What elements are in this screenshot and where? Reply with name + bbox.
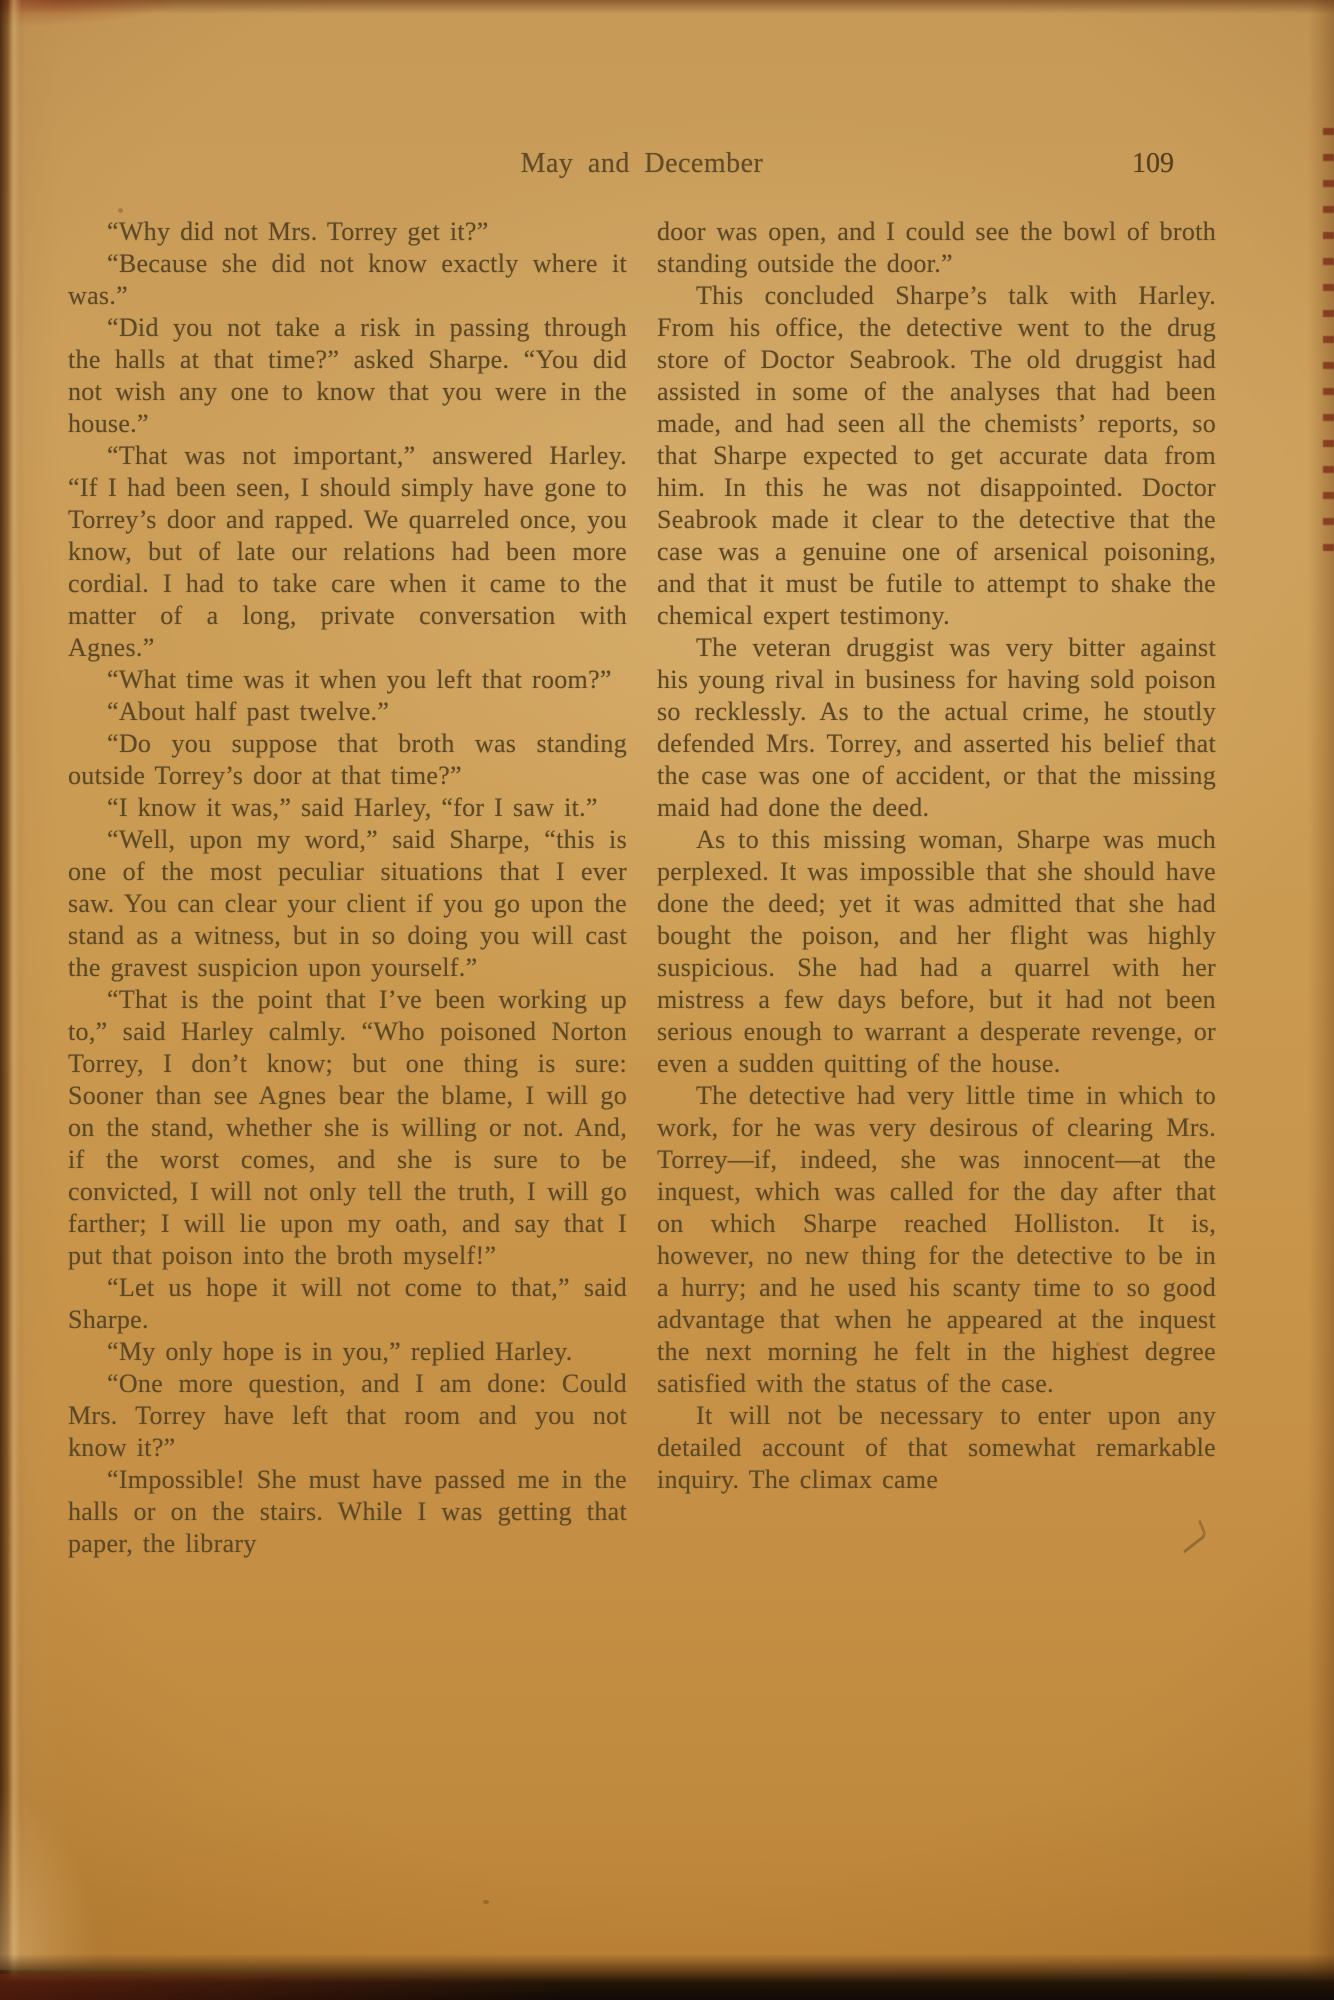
paragraph: “What time was it when you left that room?”	[107, 665, 612, 694]
text-columns	[68, 216, 1216, 1560]
paragraph: The detective had very little time in which to work, for he was very desirous of clearing Mrs. Torrey—if, indeed, she was innocent—at the inquest, which was called for the day after that on which Sharpe reached Holliston. It is, however, no new thing for the detective to be in a hurry; and he used his scanty time to so good advantage that when he appeared at the inquest the next morning he felt in the highest degree satisfied with the status of the case.	[657, 1081, 1216, 1398]
paragraph: “That is the point that I’ve been working up to,” said Harley calmly. “Who poisoned Norton Torrey, I don’t know; but one thing is sure: Sooner than see Agnes bear the blame, I will go on the stand, whether she is willing or not. And, if the worst comes, and she is sure to be convicted, I will not only tell the truth, I will go farther; I will lie upon my oath, and say that I put that poison into the broth myself!”	[68, 985, 627, 1270]
paragraph: “Well, upon my word,” said Sharpe, “this is one of the most peculiar situations that I ever saw. You can clear your client if you go upon the stand as a witness, but in so doing you will cast the gravest suspicion upon yourself.”	[68, 825, 627, 982]
paragraph: “Impossible! She must have passed me in the halls or on the stairs. While I was getting that paper, the library	[68, 1465, 627, 1558]
paragraph: “One more question, and I am done: Could Mrs. Torrey have left that room and you not know it?”	[68, 1369, 627, 1462]
paper-speck	[483, 1900, 489, 1904]
right-column	[657, 216, 1216, 1560]
page-content	[68, 148, 1216, 1560]
spine-crease	[8, 0, 24, 2000]
paragraph: This concluded Sharpe’s talk with Harley. From his office, the detective went to the drug store of Doctor Seabrook. The old druggist had assisted in some of the analyses that had been made, and had seen all the chemists’ reports, so that Sharpe expected to get accurate data from him. In this he was not disappointed. Doctor Seabrook made it clear to the detective that the case was a genuine one of arsenical poisoning, and that it must be futile to attempt to shake the chemical expert testimony.	[657, 281, 1216, 630]
paragraph: door was open, and I could see the bowl of broth standing outside the door.”	[657, 217, 1216, 278]
running-head	[68, 148, 1216, 192]
paragraph: “Do you suppose that broth was standing outside Torrey’s door at that time?”	[68, 729, 627, 790]
paragraph: “Did you not take a risk in passing through the halls at that time?” asked Sharpe. “You did not wish any one to know that you were in the house.”	[68, 313, 627, 438]
page-number: 109	[1132, 148, 1174, 179]
paragraph: “Why did not Mrs. Torrey get it?”	[107, 217, 489, 246]
right-edge-red-marks	[1323, 128, 1334, 558]
paragraph: “I know it was,” said Harley, “for I saw it.”	[107, 793, 598, 822]
paragraph: As to this missing woman, Sharpe was much perplexed. It was impossible that she should have done the deed; yet it was admitted that she had bought the poison, and her flight was highly suspicious. She had had a quarrel with her mistress a few days before, but it had not been serious enough to warrant a desperate revenge, or even a sudden quitting of the house.	[657, 825, 1216, 1078]
left-column	[68, 216, 627, 1560]
paragraph: “About half past twelve.”	[107, 697, 390, 726]
paragraph: It will not be necessary to enter upon any detailed account of that somewhat remarkable inquiry. The climax came	[657, 1401, 1216, 1494]
bottom-edge-red-tint	[0, 1974, 560, 2000]
bottom-left-worn-corner	[0, 1710, 150, 1970]
page-title: May and December	[520, 148, 764, 179]
paragraph: The veteran druggist was very bitter against his young rival in business for having sold poison so recklessly. As to the actual crime, he stoutly defended Mrs. Torrey, and asserted his belief that the case was one of accident, or that the missing maid had done the deed.	[657, 633, 1216, 822]
paragraph: “Because she did not know exactly where it was.”	[68, 249, 627, 310]
paragraph: “My only hope is in you,” replied Harley.	[107, 1337, 573, 1366]
paragraph: “That was not important,” answered Harley. “If I had been seen, I should simply have gone to Torrey’s door and rapped. We quarreled once, you know, but of late our relations had been more cordial. I had to take care when it came to the matter of a long, private conversation with Agnes.”	[68, 441, 627, 662]
paragraph: “Let us hope it will not come to that,” said Sharpe.	[68, 1273, 627, 1334]
